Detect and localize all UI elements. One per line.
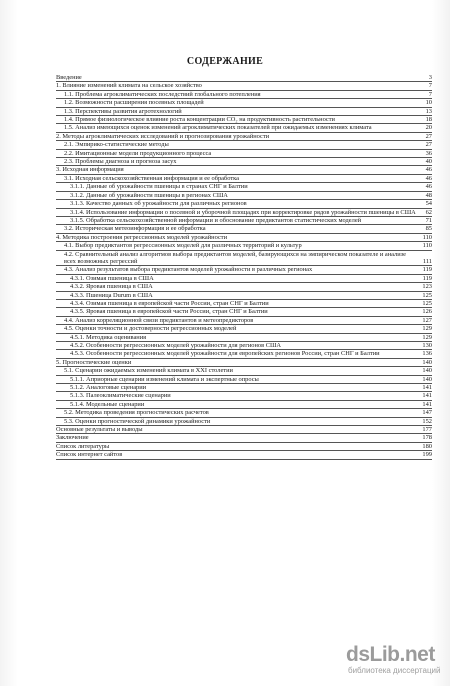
- toc-entry-page: 119: [422, 274, 432, 282]
- toc-entry: [56, 158, 432, 166]
- toc-entry: [56, 82, 432, 90]
- toc-entry: [56, 183, 432, 191]
- toc-entry-page: 152: [422, 417, 432, 425]
- toc-entry: [56, 266, 432, 274]
- toc-entry-title: 1.1. Проблема агроклиматических последствий глобального потепления: [64, 90, 261, 98]
- toc-entry-page: 18: [425, 116, 432, 124]
- toc-entry: [56, 392, 432, 400]
- toc-entry-page: 141: [422, 392, 432, 400]
- toc-entry-title: 4.3.5. Яровая пшеница в европейской части России, стран СНГ и Балтии: [70, 308, 268, 316]
- toc-entry-title: 4.5.1. Методика оценивания: [70, 333, 147, 341]
- toc-entry-title: 4.2. Сравнительный анализ алгоритмов выбора предиктантов моделей, базирующихся на эмпирическом показателе и анализе всех возможных регрессий: [64, 250, 407, 265]
- toc-entry-page: 110: [422, 242, 432, 250]
- toc-entry-page: 3: [428, 74, 432, 81]
- toc-entry-page: 129: [422, 325, 432, 333]
- toc-entry-page: 46: [425, 183, 432, 191]
- toc-entry-page: 140: [422, 367, 432, 375]
- toc-entry-page: 36: [425, 149, 432, 157]
- toc-entry-page: 46: [425, 166, 432, 174]
- toc-entry-page: 147: [422, 409, 432, 417]
- toc-entry-page: 178: [422, 434, 432, 442]
- table-of-contents: [56, 74, 432, 460]
- toc-entry-title: 1.5. Анализ имеющихся оценок изменений агроклиматических показателей при ожидаемых изменениях климата: [64, 124, 372, 132]
- toc-entry: [56, 451, 432, 459]
- toc-entry-page: 110: [422, 233, 432, 241]
- toc-entry: [56, 308, 432, 316]
- toc-entry-title: 5.1.3. Палеоклиматические сценарии: [70, 392, 171, 400]
- toc-entry-page: 180: [422, 442, 432, 450]
- toc-entry: [56, 91, 432, 99]
- toc-entry: [56, 443, 432, 451]
- toc-entry-title: 1. Влияние изменений климата на сельское хозяйство: [56, 82, 202, 90]
- toc-entry-title: Список литературы: [56, 442, 110, 450]
- toc-entry-page: 127: [422, 316, 432, 324]
- toc-entry-page: 62: [425, 208, 432, 216]
- toc-entry: [56, 175, 432, 183]
- toc-entry-title: 4.1. Выбор предиктантов регрессионных моделей для различных территорий и культур: [64, 242, 302, 250]
- toc-entry-title: 1.2. Возможности расширения посевных площадей: [64, 99, 204, 107]
- toc-entry: [56, 99, 432, 107]
- toc-entry: [56, 133, 432, 141]
- toc-entry-page: 7: [428, 90, 432, 98]
- toc-entry-page: 27: [425, 141, 432, 149]
- toc-entry-title: 1.4. Прямое физиологическое влияние роста концентрации CO₂ на продуктивность растительности: [64, 116, 335, 124]
- toc-entry-title: 3.1.4. Использование информации о посевной и уборочной площадях при корректировке рядов урожайности пшеницы в США: [70, 208, 416, 216]
- watermark: [346, 644, 446, 676]
- toc-entry-title: 5. Прогностические оценки: [56, 358, 132, 366]
- toc-entry: [56, 116, 432, 124]
- toc-entry: [56, 334, 432, 342]
- toc-entry-page: 141: [422, 400, 432, 408]
- toc-entry-title: Список интернет сайтов: [56, 451, 123, 459]
- toc-entry: [56, 74, 432, 82]
- toc-entry-title: 5.3. Оценки прогностической динамики урожайности: [64, 417, 211, 425]
- watermark-subtitle: библиотека диссертаций: [348, 666, 441, 675]
- toc-entry-page: 7: [428, 82, 432, 90]
- toc-entry: [56, 384, 432, 392]
- toc-entry: [56, 300, 432, 308]
- toc-entry: [56, 192, 432, 200]
- toc-entry: [56, 251, 432, 267]
- toc-entry: [56, 292, 432, 300]
- toc-entry-page: 136: [422, 350, 432, 358]
- toc-entry-title: 3. Исходная информация: [56, 166, 124, 174]
- watermark-logo: dsLib.net: [346, 643, 435, 666]
- toc-entry-page: 10: [425, 99, 432, 107]
- toc-entry: [56, 434, 432, 442]
- toc-entry-title: 5.1.2. Аналоговые сценарии: [70, 384, 147, 392]
- toc-entry-page: 85: [425, 225, 432, 233]
- toc-entry-title: 4.4. Анализ корреляционной связи предиктантов и метеопредикторов: [64, 316, 254, 324]
- toc-entry-title: 3.1. Исходная сельскохозяйственная информация и ее обработка: [64, 174, 240, 182]
- toc-entry-title: 5.1.1. Априорные сценарии изменений климата и экспертные опросы: [70, 375, 259, 383]
- toc-entry-page: 125: [422, 299, 432, 307]
- toc-entry-page: 140: [422, 375, 432, 383]
- toc-entry-title: 1.3. Перспективы развития агротехнологий: [64, 107, 182, 115]
- toc-entry: [56, 234, 432, 242]
- toc-entry-page: 111: [422, 257, 432, 265]
- toc-entry-page: 13: [425, 107, 432, 115]
- toc-entry-page: 130: [422, 342, 432, 349]
- toc-entry-title: 4.3.2. Яровая пшеница в США: [70, 283, 153, 291]
- toc-entry: [56, 108, 432, 116]
- toc-entry-title: 4.3.3. Пшеница Durum в США: [70, 291, 153, 299]
- toc-entry-title: 2. Методы агроклиматических исследований и прогнозирования урожайности: [56, 132, 270, 140]
- toc-entry-page: 48: [425, 191, 432, 199]
- toc-entry-title: 4. Методика построения регрессионных моделей урожайности: [56, 233, 227, 241]
- toc-entry-title: 4.3.4. Озимая пшеница в европейской части России, стран СНГ и Балтии: [70, 299, 269, 307]
- toc-entry: [56, 317, 432, 325]
- toc-entry-title: 4.5. Оценки точности и достоверности регрессионных моделей: [64, 325, 237, 333]
- toc-entry: [56, 342, 432, 350]
- toc-entry: [56, 242, 432, 250]
- toc-entry: [56, 283, 432, 291]
- toc-entry: [56, 124, 432, 132]
- toc-entry: [56, 359, 432, 367]
- toc-entry-page: 119: [422, 266, 432, 274]
- toc-entry-title: Введение: [56, 74, 82, 81]
- toc-entry-title: Основные результаты и выводы: [56, 426, 143, 434]
- toc-entry-title: 3.1.5. Обработка сельскохозяйственной информации и обоснование предиктантов статистических моделей: [70, 216, 362, 224]
- toc-entry: [56, 367, 432, 375]
- toc-entry-title: 3.2. Историческая метеоинформация и ее обработка: [64, 225, 206, 233]
- toc-entry: [56, 409, 432, 417]
- toc-entry-page: 20: [425, 124, 432, 132]
- toc-entry-page: 71: [425, 216, 432, 224]
- toc-entry-title: 2.3. Проблемы диагноза и прогноза засух: [64, 158, 177, 166]
- toc-entry-page: 125: [422, 291, 432, 299]
- toc-entry-title: 3.1.1. Данные об урожайности пшеницы в странах СНГ и Балтии: [70, 183, 248, 191]
- toc-entry-title: 2.1. Эмпирико-статистические методы: [64, 141, 169, 149]
- toc-entry: [56, 376, 432, 384]
- toc-entry-title: 2.2. Имитационные модели продукционного процесса: [64, 149, 212, 157]
- toc-entry: [56, 217, 432, 225]
- toc-entry-page: 27: [425, 132, 432, 140]
- toc-entry-page: 40: [425, 158, 432, 166]
- toc-entry-title: 5.1.4. Модельные сценарии: [70, 400, 145, 408]
- toc-entry-title: 4.5.3. Особенности регрессионных моделей урожайности для европейских регионов России, стран СНГ и Балтии: [70, 350, 380, 358]
- toc-entry-page: 129: [422, 333, 432, 341]
- toc-entry-page: 177: [422, 426, 432, 434]
- toc-entry: [56, 209, 432, 217]
- toc-entry-page: 54: [425, 200, 432, 208]
- toc-entry: [56, 150, 432, 158]
- toc-entry-title: 4.5.2. Особенности регрессионных моделей урожайности для регионов США: [70, 342, 282, 349]
- toc-entry-title: 3.1.2. Данные об урожайности пшеницы в регионах США: [70, 191, 228, 199]
- toc-entry: [56, 325, 432, 333]
- toc-entry-page: 46: [425, 174, 432, 182]
- toc-entry-title: 4.3.1. Озимая пшеница в США: [70, 274, 154, 282]
- toc-entry-title: 5.1. Сценарии ожидаемых изменений климата в XXI столетии: [64, 367, 233, 375]
- toc-entry-title: Заключение: [56, 434, 89, 442]
- toc-entry: [56, 418, 432, 426]
- toc-entry-page: 140: [422, 358, 432, 366]
- toc-entry-title: 5.2. Методика проведения прогностических расчетов: [64, 409, 209, 417]
- toc-entry: [56, 401, 432, 409]
- toc-entry: [56, 275, 432, 283]
- toc-entry: [56, 225, 432, 233]
- toc-entry: [56, 350, 432, 358]
- toc-entry-page: 199: [422, 451, 432, 459]
- toc-entry: [56, 141, 432, 149]
- toc-entry: [56, 426, 432, 434]
- toc-entry-page: 126: [422, 308, 432, 316]
- toc-entry-page: 123: [422, 283, 432, 291]
- toc-entry: [56, 200, 432, 208]
- toc-entry-page: 141: [422, 384, 432, 392]
- page-title: СОДЕРЖАНИЕ: [186, 56, 264, 67]
- toc-entry-title: 4.3. Анализ результатов выбора предиктантов моделей урожайности в различных регионах: [64, 266, 313, 274]
- toc-entry: [56, 166, 432, 174]
- toc-entry-title: 3.1.3. Качество данных об урожайности для различных регионов: [70, 200, 247, 208]
